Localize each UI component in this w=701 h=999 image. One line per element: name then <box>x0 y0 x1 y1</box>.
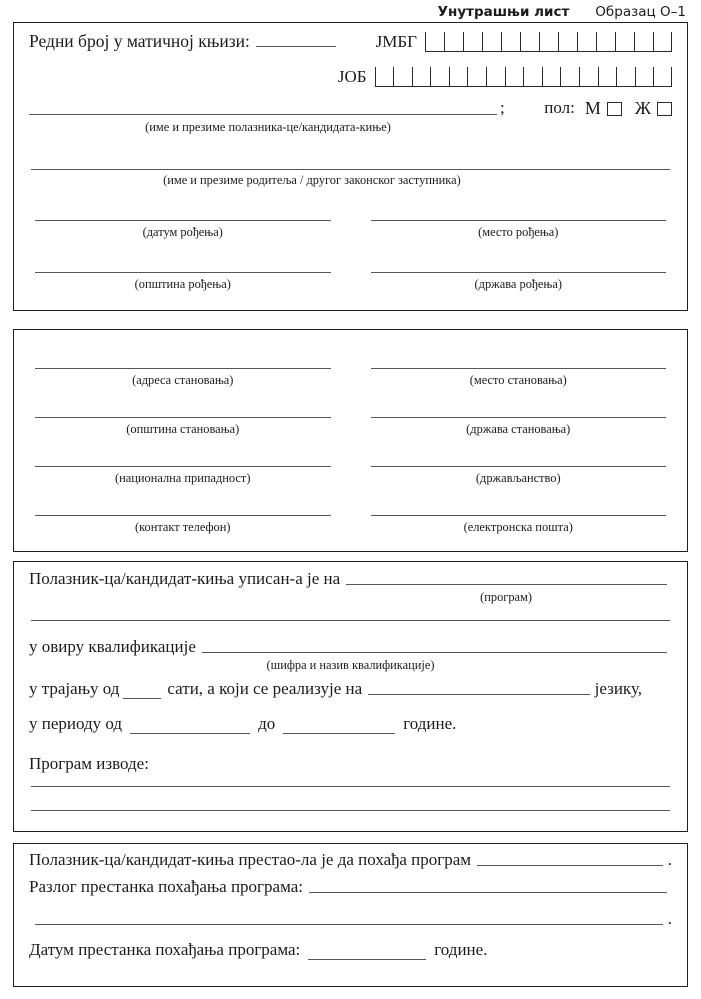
duration-prefix: у трајању од <box>29 679 120 698</box>
digit-cell[interactable] <box>542 67 561 86</box>
period-prefix: у периоду од <box>29 714 123 733</box>
language-blank[interactable] <box>368 694 589 695</box>
row-termination-date <box>29 939 672 960</box>
digit-cell[interactable] <box>412 67 431 86</box>
digit-cell[interactable] <box>486 67 505 86</box>
digit-cell[interactable] <box>505 67 524 86</box>
form-code: Образац О–1 <box>595 4 686 20</box>
enrolled-label: Полазник-ца/кандидат-киња уписан-а је на <box>29 569 341 588</box>
qualification-blank[interactable] <box>202 652 667 653</box>
residence-row-4 <box>29 515 672 534</box>
digit-cell[interactable] <box>539 32 558 51</box>
jmbg-field <box>425 32 672 52</box>
reason-period: . <box>667 909 672 928</box>
program-caption: (програм) <box>480 590 533 604</box>
reason-label: Разлог престанка похађања програма: <box>29 877 303 896</box>
field-blank[interactable] <box>371 466 667 467</box>
digit-cell[interactable] <box>634 32 653 51</box>
stopped-period: . <box>667 850 672 869</box>
row-qualification <box>29 636 672 657</box>
name-blank[interactable] <box>29 114 497 115</box>
reason-blank[interactable] <box>309 892 667 893</box>
digit-cell[interactable] <box>579 67 598 86</box>
termination-date-suffix: године. <box>434 940 488 959</box>
row-name-sex <box>29 95 672 118</box>
jmbg-label: ЈМБГ <box>375 32 417 51</box>
birth-row-2 <box>29 272 672 291</box>
qualification-caption: (шифра и назив квалификације) <box>266 658 435 672</box>
duration-middle: сати, а који се реализује на <box>167 679 363 698</box>
digit-cell[interactable] <box>393 67 412 86</box>
sex-female-label: Ж <box>634 98 651 118</box>
digit-cell[interactable] <box>430 67 449 86</box>
field-birth-date <box>29 220 337 239</box>
stopped-label: Полазник-ца/кандидат-киња престао-ла је да похађа програм <box>29 850 472 869</box>
row-reason-continuation <box>29 909 672 929</box>
stopped-program-blank[interactable] <box>477 865 663 866</box>
hours-blank[interactable] <box>123 685 161 699</box>
digit-cell[interactable] <box>558 32 577 51</box>
field-blank[interactable] <box>371 272 667 273</box>
termination-date-label: Датум престанка похађања програма: <box>29 940 301 959</box>
digit-cell[interactable] <box>616 67 635 86</box>
providers-label: Програм изводе: <box>29 754 149 773</box>
digit-cell[interactable] <box>615 32 634 51</box>
guardian-blank[interactable] <box>31 169 670 170</box>
row-serial-jmbg <box>29 28 672 52</box>
digit-cell[interactable] <box>520 32 539 51</box>
digit-cell[interactable] <box>523 67 542 86</box>
field-residence-municipality <box>29 417 337 436</box>
period-from-blank[interactable] <box>130 720 250 734</box>
section-termination <box>13 843 688 987</box>
field-caption: (место становања) <box>469 373 567 387</box>
digit-cell[interactable] <box>375 67 394 86</box>
program-blank[interactable] <box>346 584 667 585</box>
residence-row-2 <box>29 417 672 436</box>
digit-cell[interactable] <box>598 67 617 86</box>
field-nationality <box>29 466 337 485</box>
field-blank[interactable] <box>371 368 667 369</box>
field-blank[interactable] <box>35 515 331 516</box>
digit-cell[interactable] <box>501 32 520 51</box>
job-field <box>375 67 673 87</box>
period-middle: до <box>258 714 276 733</box>
digit-cell[interactable] <box>467 67 486 86</box>
field-caption: (држава становања) <box>466 422 571 436</box>
section-personal <box>13 22 688 311</box>
field-blank[interactable] <box>35 220 331 221</box>
form-title: Унутрашњи лист <box>437 4 570 20</box>
residence-row-3 <box>29 466 672 485</box>
row-period <box>29 713 672 734</box>
sex-male-checkbox[interactable] <box>607 102 622 116</box>
section-program <box>13 561 688 832</box>
section-residence <box>13 329 688 552</box>
digit-cell[interactable] <box>577 32 596 51</box>
digit-cell[interactable] <box>653 32 672 51</box>
field-citizenship <box>365 466 673 485</box>
providers-blank-1[interactable] <box>31 786 670 787</box>
digit-cell[interactable] <box>482 32 501 51</box>
field-birth-country <box>365 272 673 291</box>
sex-group <box>544 98 672 118</box>
field-blank[interactable] <box>35 417 331 418</box>
row-stopped <box>29 849 672 870</box>
field-blank[interactable] <box>35 272 331 273</box>
sex-male-label: М <box>584 98 601 118</box>
field-phone <box>29 515 337 534</box>
program-caption-row <box>29 590 672 604</box>
qualification-label: у овиру квалификације <box>29 637 196 656</box>
reason-continuation-blank[interactable] <box>35 924 663 925</box>
row-enrolled <box>29 568 672 589</box>
field-address <box>29 368 337 387</box>
field-caption: (датум рођења) <box>142 225 223 239</box>
field-blank[interactable] <box>371 515 667 516</box>
serial-blank[interactable] <box>256 33 336 47</box>
row-job <box>29 66 672 87</box>
field-caption: (место рођења) <box>478 225 559 239</box>
field-blank[interactable] <box>35 368 331 369</box>
jmbg-group <box>376 32 672 52</box>
digit-cell[interactable] <box>560 67 579 86</box>
field-caption: (држава рођења) <box>474 277 562 291</box>
digit-cell[interactable] <box>653 67 672 86</box>
period-to-blank[interactable] <box>283 720 395 734</box>
field-email <box>365 515 673 534</box>
field-blank[interactable] <box>35 466 331 467</box>
digit-cell[interactable] <box>444 32 463 51</box>
job-label: ЈОБ <box>337 67 367 86</box>
digit-cell[interactable] <box>596 32 615 51</box>
row-duration <box>29 678 672 699</box>
row-reason <box>29 876 672 897</box>
sex-female-checkbox[interactable] <box>657 102 672 116</box>
field-blank[interactable] <box>371 220 667 221</box>
field-birth-municipality <box>29 272 337 291</box>
guardian-caption: (име и презиме родитеља / другог законског заступника) <box>163 173 461 187</box>
field-residence-country <box>365 417 673 436</box>
field-birth-place <box>365 220 673 239</box>
field-caption: (електронска пошта) <box>463 520 573 534</box>
birth-row-1 <box>29 220 672 239</box>
termination-date-blank[interactable] <box>308 946 426 960</box>
duration-suffix: језику, <box>594 679 642 698</box>
serial-group <box>29 31 336 52</box>
field-caption: (адреса становања) <box>132 373 234 387</box>
period-suffix: године. <box>403 714 457 733</box>
digit-cell[interactable] <box>449 67 468 86</box>
program-continuation-blank[interactable] <box>31 620 670 621</box>
serial-label: Редни број у матичној књизи: <box>29 31 250 51</box>
digit-cell[interactable] <box>463 32 482 51</box>
semicolon: ; <box>500 98 505 117</box>
page-header <box>13 0 688 22</box>
job-group <box>338 67 672 87</box>
field-caption: (контакт телефон) <box>134 520 231 534</box>
providers-blank-2[interactable] <box>31 810 670 811</box>
digit-cell[interactable] <box>635 67 654 86</box>
field-caption: (држављанство) <box>475 471 561 485</box>
field-caption: (општина становања) <box>126 422 240 436</box>
residence-row-1 <box>29 368 672 387</box>
sex-label: пол: <box>544 98 575 117</box>
field-blank[interactable] <box>371 417 667 418</box>
field-caption: (национална припадност) <box>115 471 251 485</box>
digit-cell[interactable] <box>425 32 444 51</box>
field-caption: (општина рођења) <box>134 277 231 291</box>
name-caption: (име и презиме полазника-це/кандидата-киње) <box>145 120 391 134</box>
field-residence-place <box>365 368 673 387</box>
